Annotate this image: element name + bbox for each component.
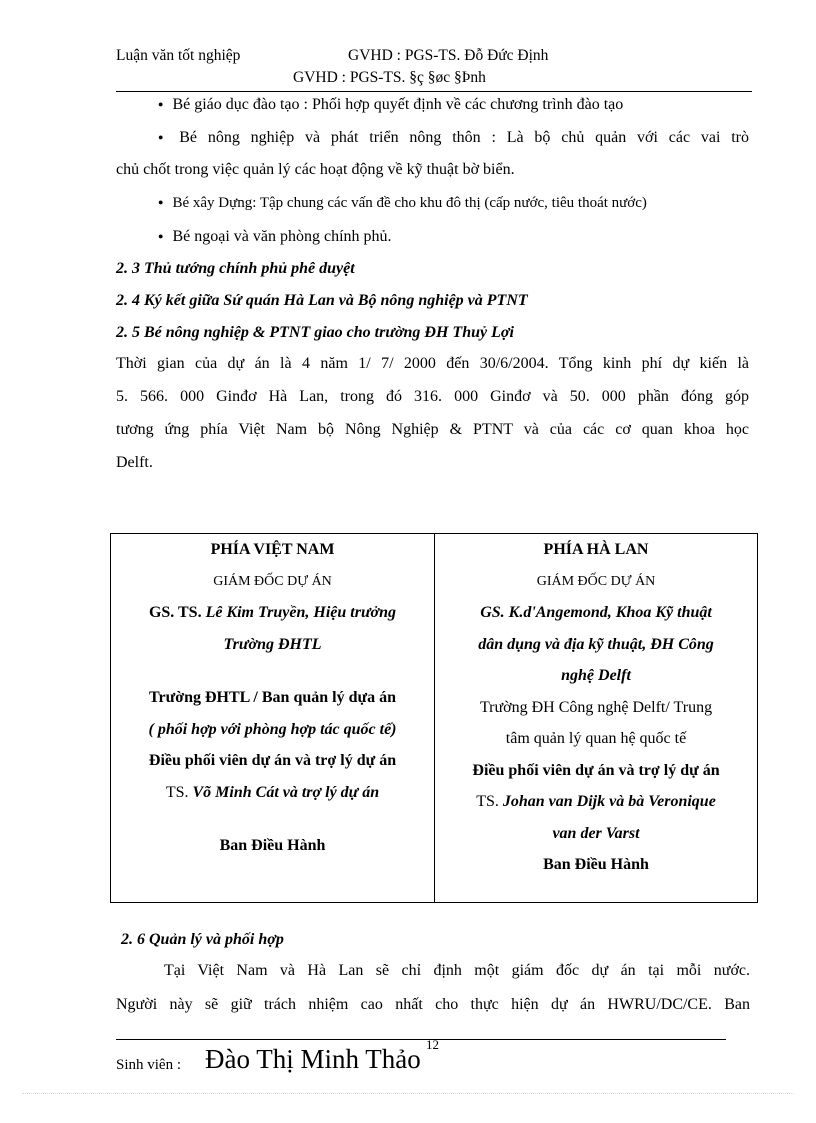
- paragraph-line: 5. 566. 000 Ginđơ Hà Lan, trong đó 316. 000 Ginđơ và 50. 000 phần đóng góp: [116, 388, 749, 405]
- advisor-line: GVHD : PGS-TS. Đỗ Đức Định: [348, 47, 549, 64]
- vn-org-note: ( phối hợp với phòng hợp tác quốc tế): [148, 720, 397, 738]
- paragraph-line: Thời gian của dự án là 4 năm 1/ 7/ 2000 đến 30/6/2004. Tổng kinh phí dự kiến là: [116, 355, 749, 372]
- student-label: Sinh viên :: [116, 1057, 182, 1073]
- vn-coordinator-line: TS. Võ Minh Cát và trợ lý dự án: [165, 783, 380, 801]
- nl-coordinator-line1: TS. Johan van Dijk và bà Veronique: [476, 793, 716, 810]
- nl-director-label: GIÁM ĐỐC DỰ ÁN: [536, 573, 656, 589]
- section-2-5-heading: 2. 5 Bé nông nghiệp & PTNT giao cho trường ĐH Thuỷ Lợi: [116, 324, 514, 341]
- vn-org-line: Trường ĐHTL / Ban quản lý dựa án: [149, 689, 396, 706]
- netherlands-side-cell: [435, 534, 758, 903]
- netherlands-heading: PHÍA HÀ LAN: [543, 541, 649, 558]
- nl-coordinator-line2: van der Varst: [552, 824, 640, 842]
- nl-director-line2: dân dụng và địa kỹ thuật, ĐH Công: [478, 635, 714, 653]
- vn-coordinator-label: Điều phối viên dự án và trợ lý dự án: [148, 752, 397, 769]
- section-2-4-heading: 2. 4 Ký kết giữa Sứ quán Hà Lan và Bộ nông nghiệp và PTNT: [116, 292, 528, 309]
- paragraph-line: Người này sẽ giữ trách nhiệm cao nhất cho thực hiện dự án HWRU/DC/CE. Ban: [116, 996, 750, 1013]
- nl-coordinator-label: Điều phối viên dự án và trợ lý dự án: [472, 761, 720, 779]
- vn-director-line2: Trường ĐHTL: [223, 635, 322, 653]
- project-structure-table: [110, 533, 758, 903]
- nl-board: Ban Điều Hành: [543, 856, 649, 873]
- vn-board: Ban Điều Hành: [219, 837, 326, 854]
- section-2-3-heading: 2. 3 Thủ tướng chính phủ phê duyệt: [116, 260, 355, 277]
- nl-director-line1: GS. K.d'Angemond, Khoa Kỹ thuật: [480, 604, 712, 621]
- bullet-foreign-affairs: ● Bé ngoại và văn phòng chính phủ.: [158, 228, 392, 246]
- header-rule: [116, 91, 752, 92]
- nl-director-line3: nghệ Delft: [561, 667, 631, 684]
- page-edge: [22, 1093, 794, 1094]
- bullet-agriculture-continuation: chủ chốt trong việc quản lý các hoạt động về kỹ thuật bờ biển.: [116, 161, 515, 178]
- advisor-line-garbled: GVHD : PGS-TS. §ç §øc §Þnh: [293, 69, 486, 86]
- vietnam-heading: PHÍA VIỆT NAM: [210, 541, 335, 558]
- vietnam-side-cell: [111, 534, 435, 903]
- nl-org-line2: tâm quản lý quan hệ quốc tế: [505, 730, 687, 747]
- vn-director-line: GS. TS. Lê Kim Truyền, Hiệu trưởng: [148, 604, 397, 621]
- footer-rule: [116, 1039, 726, 1040]
- nl-org-line1: Trường ĐH Công nghệ Delft/ Trung: [479, 698, 713, 716]
- bullet-education: ● Bé giáo dục đào tạo : Phối hợp quyết định về các chương trình đào tạo: [158, 96, 623, 114]
- bullet-construction: ● Bé xây Dựng: Tập chung các vấn đề cho khu đô thị (cấp nước, tiêu thoát nước): [158, 195, 647, 212]
- student-name: Đào Thị Minh Thảo: [205, 1044, 421, 1074]
- thesis-label: Luận văn tốt nghiệp: [116, 47, 241, 64]
- paragraph-line: Tại Việt Nam và Hà Lan sẽ chỉ định một giám đốc dự án tại mỗi nước.: [164, 962, 750, 979]
- bullet-agriculture: ● Bé nông nghiệp và phát triển nông thôn : Là bộ chủ quản với các vai trò: [158, 129, 749, 147]
- page-number: 12: [426, 1037, 439, 1052]
- vn-director-label: GIÁM ĐỐC DỰ ÁN: [213, 573, 332, 589]
- paragraph-line: tương ứng phía Việt Nam bộ Nông Nghiệp & PTNT và của các cơ quan khoa học: [116, 421, 749, 438]
- section-2-6-heading: 2. 6 Quản lý và phối hợp: [121, 931, 284, 948]
- paragraph-line: Delft.: [116, 454, 153, 471]
